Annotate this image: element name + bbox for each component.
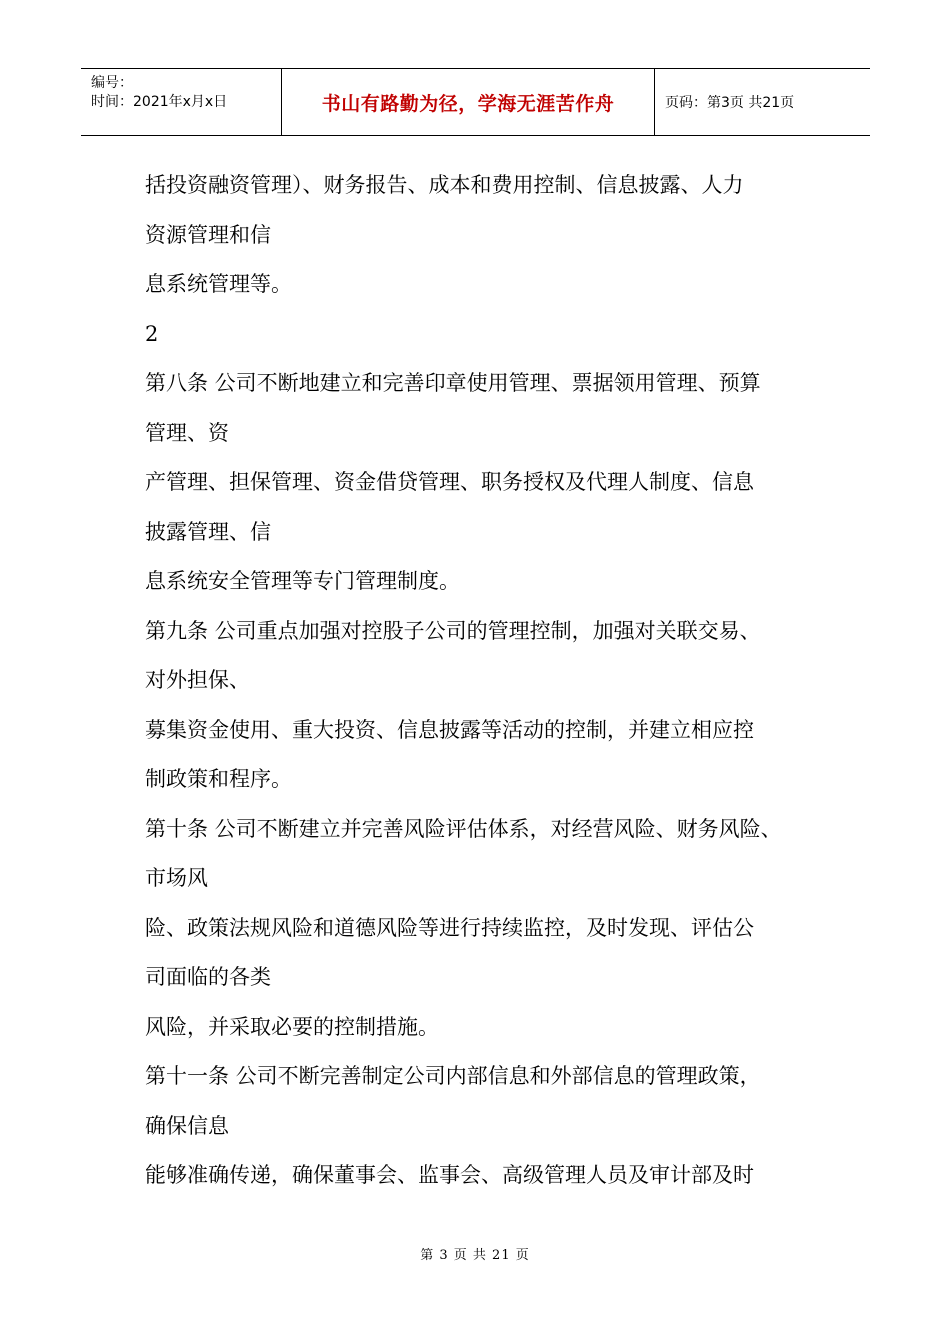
header-motto-cell: [282, 69, 655, 135]
body-line: 制政策和程序。: [145, 767, 292, 791]
body-line: 第八条 公司不断地建立和完善印章使用管理、票据领用管理、预算: [145, 371, 761, 395]
body-line: 2: [145, 321, 159, 346]
document-body: [145, 165, 825, 1205]
header-meta-cell: [81, 69, 282, 135]
body-line: 息系统管理等。: [145, 272, 292, 296]
page-header: [81, 68, 870, 136]
body-line: 市场风: [145, 866, 208, 890]
body-line: 第十一条 公司不断完善制定公司内部信息和外部信息的管理政策，: [145, 1064, 761, 1088]
body-line: 对外担保、: [145, 668, 250, 692]
body-line: 险、政策法规风险和道德风险等进行持续监控，及时发现、评估公: [145, 915, 754, 940]
body-line: 能够准确传递，确保董事会、监事会、高级管理人员及审计部及时: [145, 1163, 754, 1187]
header-page-cell: [655, 69, 870, 135]
body-line: 确保信息: [145, 1113, 229, 1138]
body-line: 披露管理、信: [145, 519, 271, 544]
body-line: 产管理、担保管理、资金借贷管理、职务授权及代理人制度、信息: [145, 470, 754, 494]
body-line: 第十条 公司不断建立并完善风险评估体系，对经营风险、财务风险、: [145, 816, 782, 841]
body-line: 括投资融资管理）、财务报告、成本和费用控制、信息披露、人力: [145, 173, 744, 197]
footer-page-number: 第 3 页 共 21 页: [420, 1248, 530, 1263]
body-line: 资源管理和信: [145, 222, 271, 247]
header-page-info: 页码：第3页 共21页: [665, 95, 795, 111]
body-line: 息系统安全管理等专门管理制度。: [145, 569, 460, 593]
body-line: 募集资金使用、重大投资、信息披露等活动的控制，并建立相应控: [145, 717, 754, 742]
body-line: 管理、资: [145, 420, 229, 445]
document-number-label: 编号：: [91, 75, 133, 91]
document-time-label: 时间：2021年x月x日: [91, 94, 228, 110]
body-line: 司面临的各类: [145, 965, 271, 989]
page-footer: [0, 1244, 950, 1263]
body-line: 风险，并采取必要的控制措施。: [145, 1014, 439, 1039]
header-motto: 书山有路勤为径，学海无涯苦作舟: [321, 92, 615, 115]
body-line: 第九条 公司重点加强对控股子公司的管理控制，加强对关联交易、: [145, 618, 761, 643]
